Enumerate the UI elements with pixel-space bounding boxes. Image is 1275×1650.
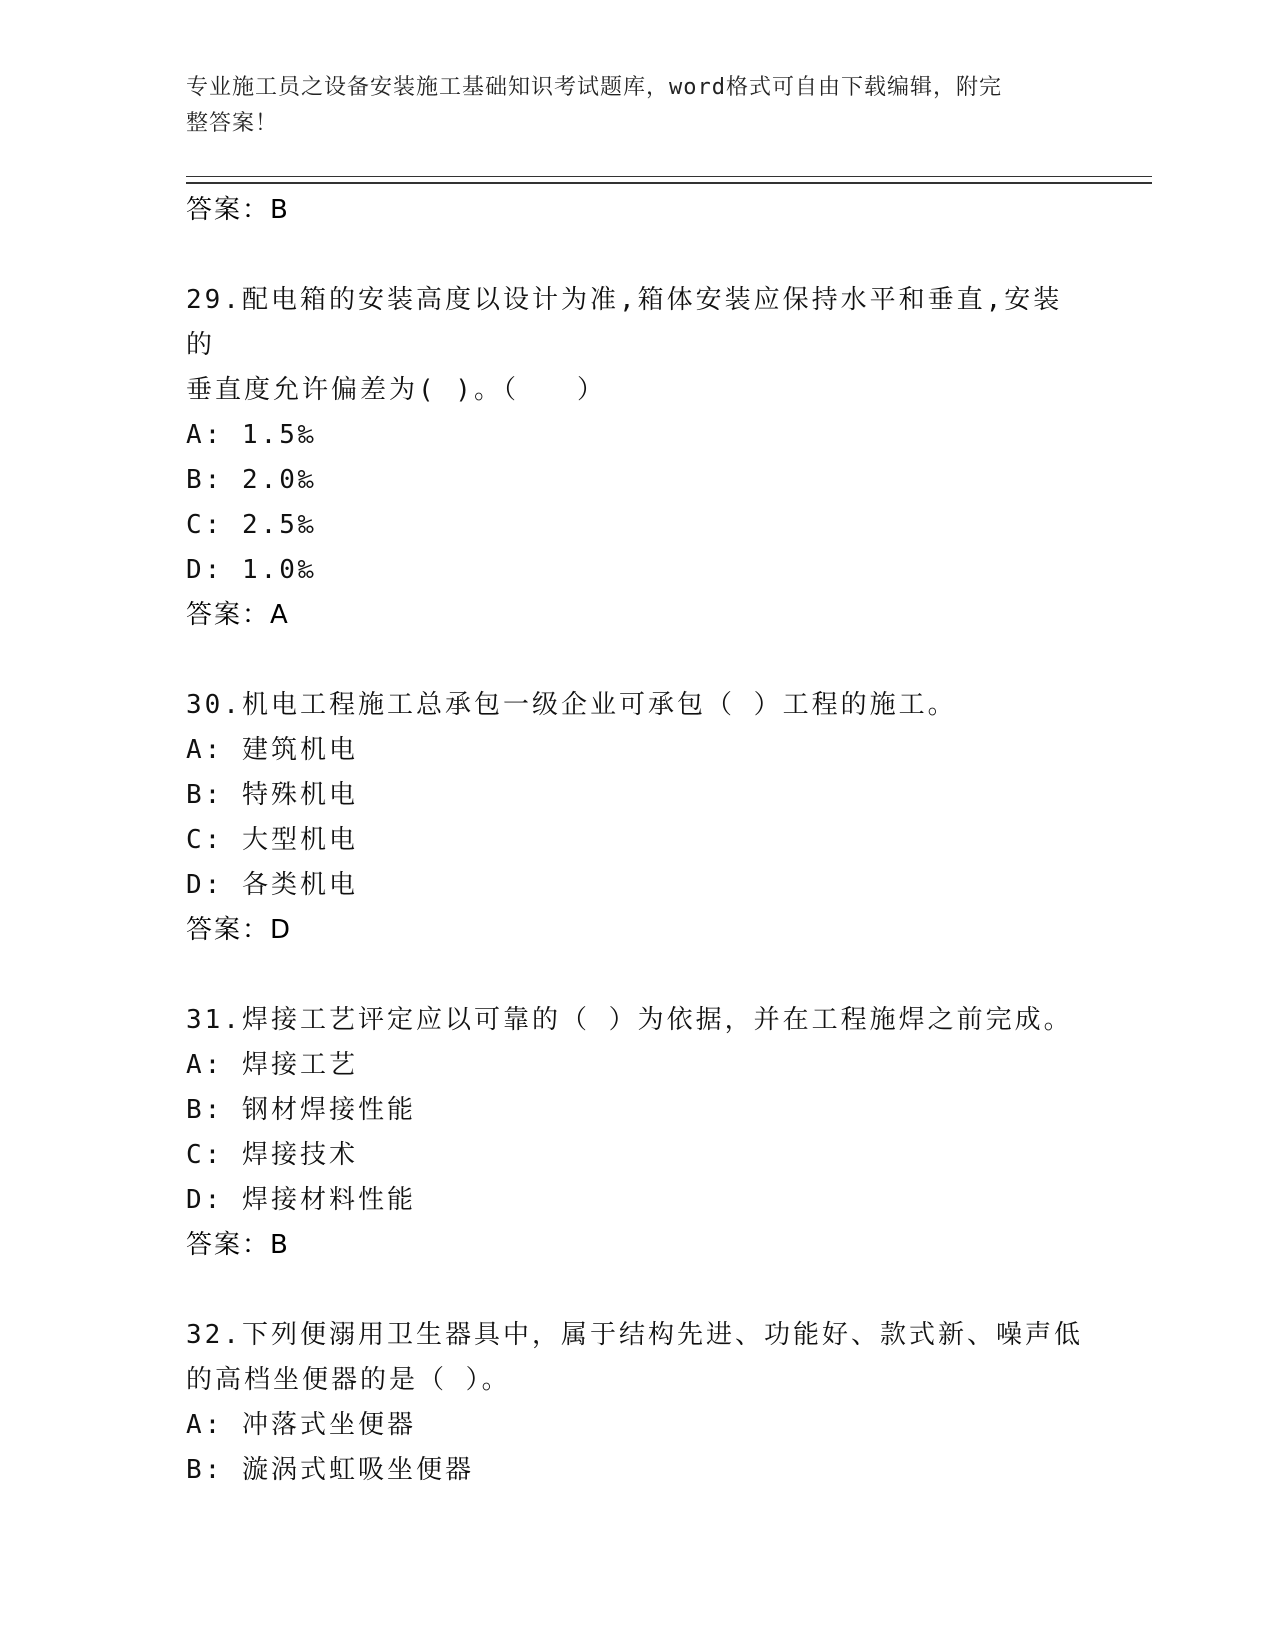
option-c: C: 大型机电: [186, 825, 358, 855]
option-a: A: 焊接工艺: [186, 1050, 358, 1080]
answer-line: 答案：D: [186, 915, 293, 945]
option-a: A: 冲落式坐便器: [186, 1410, 416, 1440]
question-32: [186, 1313, 1086, 1493]
header-line-1: 专业施工员之设备安装施工基础知识考试题库，word格式可自由下载编辑，附完: [186, 75, 1002, 100]
answer-line: 答案：B: [186, 195, 290, 225]
option-d: D: 1.0‰: [186, 555, 317, 585]
document-header: [186, 70, 1066, 142]
option-d: D: 焊接材料性能: [186, 1185, 416, 1215]
option-b: B: 钢材焊接性能: [186, 1095, 416, 1125]
option-b: B: 漩涡式虹吸坐便器: [186, 1455, 474, 1485]
option-b: B: 2.0‰: [186, 465, 317, 495]
answer-line: 答案：B: [186, 1230, 290, 1260]
question-29: [186, 278, 1086, 638]
question-text-line: 的高档坐便器的是（ ）。: [186, 1365, 511, 1395]
question-text-line: 垂直度允许偏差为( )。（ ）: [186, 375, 606, 405]
question-text-line: 31.焊接工艺评定应以可靠的（ ）为依据，并在工程施焊之前完成。: [186, 1005, 1073, 1035]
option-b: B: 特殊机电: [186, 780, 358, 810]
header-divider: [186, 176, 1152, 184]
question-text-line: 30.机电工程施工总承包一级企业可承包（ ）工程的施工。: [186, 690, 957, 720]
option-c: C: 2.5‰: [186, 510, 317, 540]
question-text-line: 29.配电箱的安装高度以设计为准,箱体安装应保持水平和垂直,安装的: [186, 285, 1063, 360]
option-c: C: 焊接技术: [186, 1140, 358, 1170]
question-31: [186, 998, 1086, 1268]
question-30: [186, 683, 1086, 953]
option-a: A: 建筑机电: [186, 735, 358, 765]
header-line-2: 整答案！: [186, 111, 279, 136]
option-d: D: 各类机电: [186, 870, 358, 900]
answer-line: 答案：A: [186, 600, 290, 630]
document-body: [186, 188, 1086, 1493]
question-text-line: 32.下列便溺用卫生器具中，属于结构先进、功能好、款式新、噪声低: [186, 1320, 1083, 1350]
option-a: A: 1.5‰: [186, 420, 317, 450]
